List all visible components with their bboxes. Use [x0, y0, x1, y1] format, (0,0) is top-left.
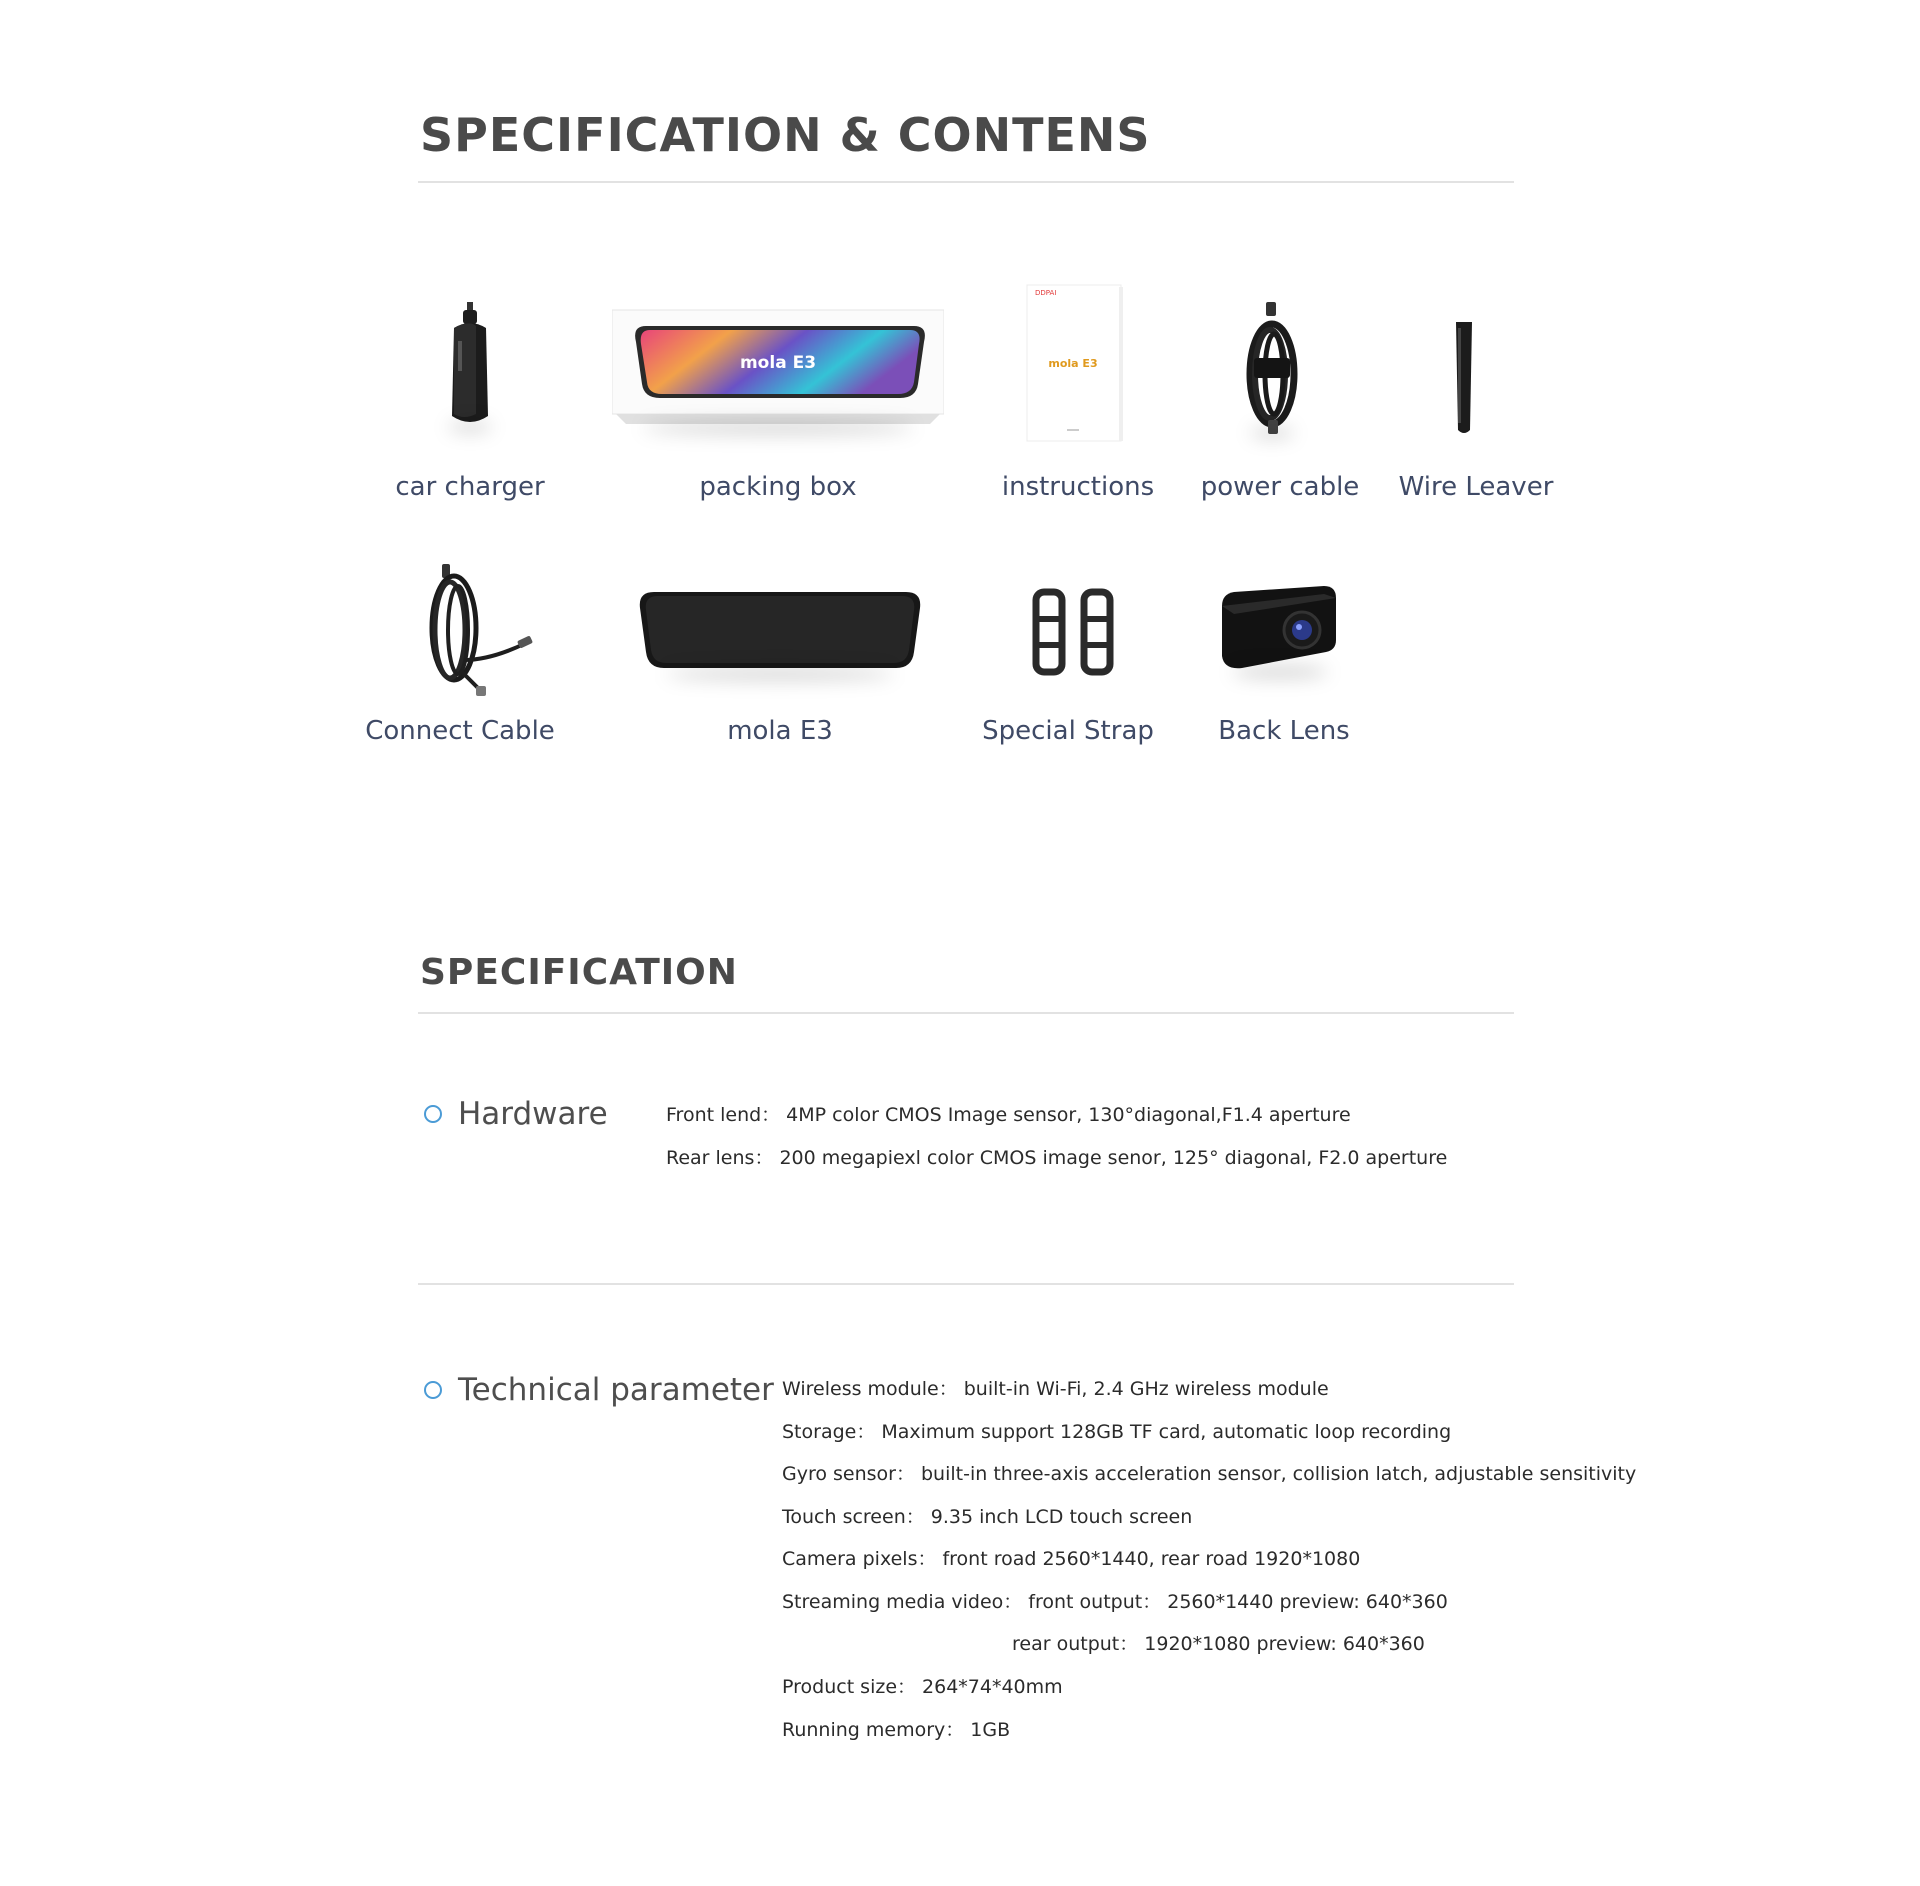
- item-label-packing-box: packing box: [699, 472, 857, 502]
- booklet-brand: DDPAI: [1035, 289, 1057, 297]
- booklet-title: mola E3: [1048, 357, 1098, 370]
- spec-key: Camera pixels：: [782, 1548, 937, 1570]
- tech-line-camera-pixels: [782, 1544, 1360, 1571]
- spec-value: built-in Wi-Fi, 2.4 GHz wireless module: [963, 1378, 1329, 1400]
- technical-section-title: [424, 1372, 774, 1408]
- contents-heading: SPECIFICATION & CONTENS: [420, 108, 1151, 162]
- spec-key: Touch screen：: [782, 1506, 925, 1528]
- contents-divider: [418, 181, 1514, 183]
- spec-value: 264*74*40mm: [922, 1676, 1063, 1698]
- technical-title: Technical parameter: [458, 1372, 774, 1408]
- spec-value: 1GB: [970, 1719, 1011, 1741]
- item-wire-leaver: [1444, 318, 1484, 438]
- hardware-divider: [418, 1283, 1514, 1285]
- item-label-car-charger: car charger: [395, 472, 545, 502]
- item-packing-box: [612, 308, 944, 438]
- spec-value: 200 megapiexl color CMOS image senor, 125° diagonal, F2.0 aperture: [779, 1147, 1448, 1169]
- tech-line-storage: [782, 1417, 1451, 1444]
- tech-line-wireless: [782, 1374, 1329, 1401]
- spec-key: Storage：: [782, 1421, 876, 1443]
- tech-line-gyro: [782, 1459, 1636, 1486]
- item-label-instructions: instructions: [1001, 472, 1155, 502]
- item-back-lens: [1214, 584, 1344, 684]
- spec-key: Gyro sensor：: [782, 1463, 915, 1485]
- hardware-line-front-lens: [666, 1100, 1351, 1127]
- hardware-line-rear-lens: [666, 1143, 1447, 1170]
- spec-value: rear output： 1920*1080 preview: 640*360: [1012, 1633, 1425, 1655]
- connect-cable-icon: [420, 560, 540, 700]
- item-label-wire-leaver: Wire Leaver: [1398, 472, 1554, 502]
- tech-line-streaming-rear: [1012, 1629, 1425, 1656]
- spec-key: Wireless module：: [782, 1378, 958, 1400]
- item-label-mola-e3: mola E3: [727, 716, 833, 746]
- item-mola-e3: [636, 586, 924, 682]
- item-label-power-cable: power cable: [1200, 472, 1360, 502]
- spec-value: front output： 2560*1440 preview: 640*360: [1028, 1591, 1448, 1613]
- specification-divider: [418, 1012, 1514, 1014]
- tech-line-running-memory: [782, 1715, 1010, 1742]
- wire-leaver-icon: [1444, 318, 1484, 438]
- instructions-booklet-image: [1025, 283, 1123, 445]
- item-car-charger: [430, 296, 510, 436]
- tech-line-streaming-front: [782, 1587, 1448, 1614]
- tech-line-product-size: [782, 1672, 1063, 1699]
- spec-value: 4MP color CMOS Image sensor, 130°diagonal,F1.4 aperture: [786, 1104, 1351, 1126]
- spec-value: built-in three-axis acceleration sensor, collision latch, adjustable sensitivity: [921, 1463, 1637, 1485]
- spec-value: front road 2560*1440, rear road 1920*1080: [942, 1548, 1361, 1570]
- tech-line-touch-screen: [782, 1502, 1192, 1529]
- item-label-special-strap: Special Strap: [982, 716, 1154, 746]
- spec-key: Streaming media video：: [782, 1591, 1023, 1613]
- circle-bullet-icon: [424, 1105, 442, 1123]
- item-power-cable: [1232, 300, 1312, 440]
- car-charger-icon: [430, 296, 510, 436]
- hardware-section-title: [424, 1096, 608, 1132]
- item-instructions: [1025, 283, 1123, 445]
- spec-key: Front lend：: [666, 1104, 781, 1126]
- item-special-strap: [1028, 586, 1118, 678]
- spec-key: Product size：: [782, 1676, 917, 1698]
- strap-icon: [1028, 586, 1118, 678]
- power-cable-icon: [1232, 300, 1312, 440]
- spec-value: 9.35 inch LCD touch screen: [930, 1506, 1193, 1528]
- spec-key: Rear lens：: [666, 1147, 774, 1169]
- item-label-back-lens: Back Lens: [1218, 716, 1350, 746]
- item-label-connect-cable: Connect Cable: [365, 716, 555, 746]
- spec-key: Running memory：: [782, 1719, 965, 1741]
- packing-box-brand: mola E3: [739, 353, 817, 373]
- circle-bullet-icon: [424, 1381, 442, 1399]
- item-connect-cable: [420, 560, 540, 700]
- specification-heading: SPECIFICATION: [420, 952, 738, 993]
- hardware-title: Hardware: [458, 1096, 608, 1132]
- spec-value: Maximum support 128GB TF card, automatic loop recording: [881, 1421, 1452, 1443]
- packing-box-image: [612, 308, 944, 438]
